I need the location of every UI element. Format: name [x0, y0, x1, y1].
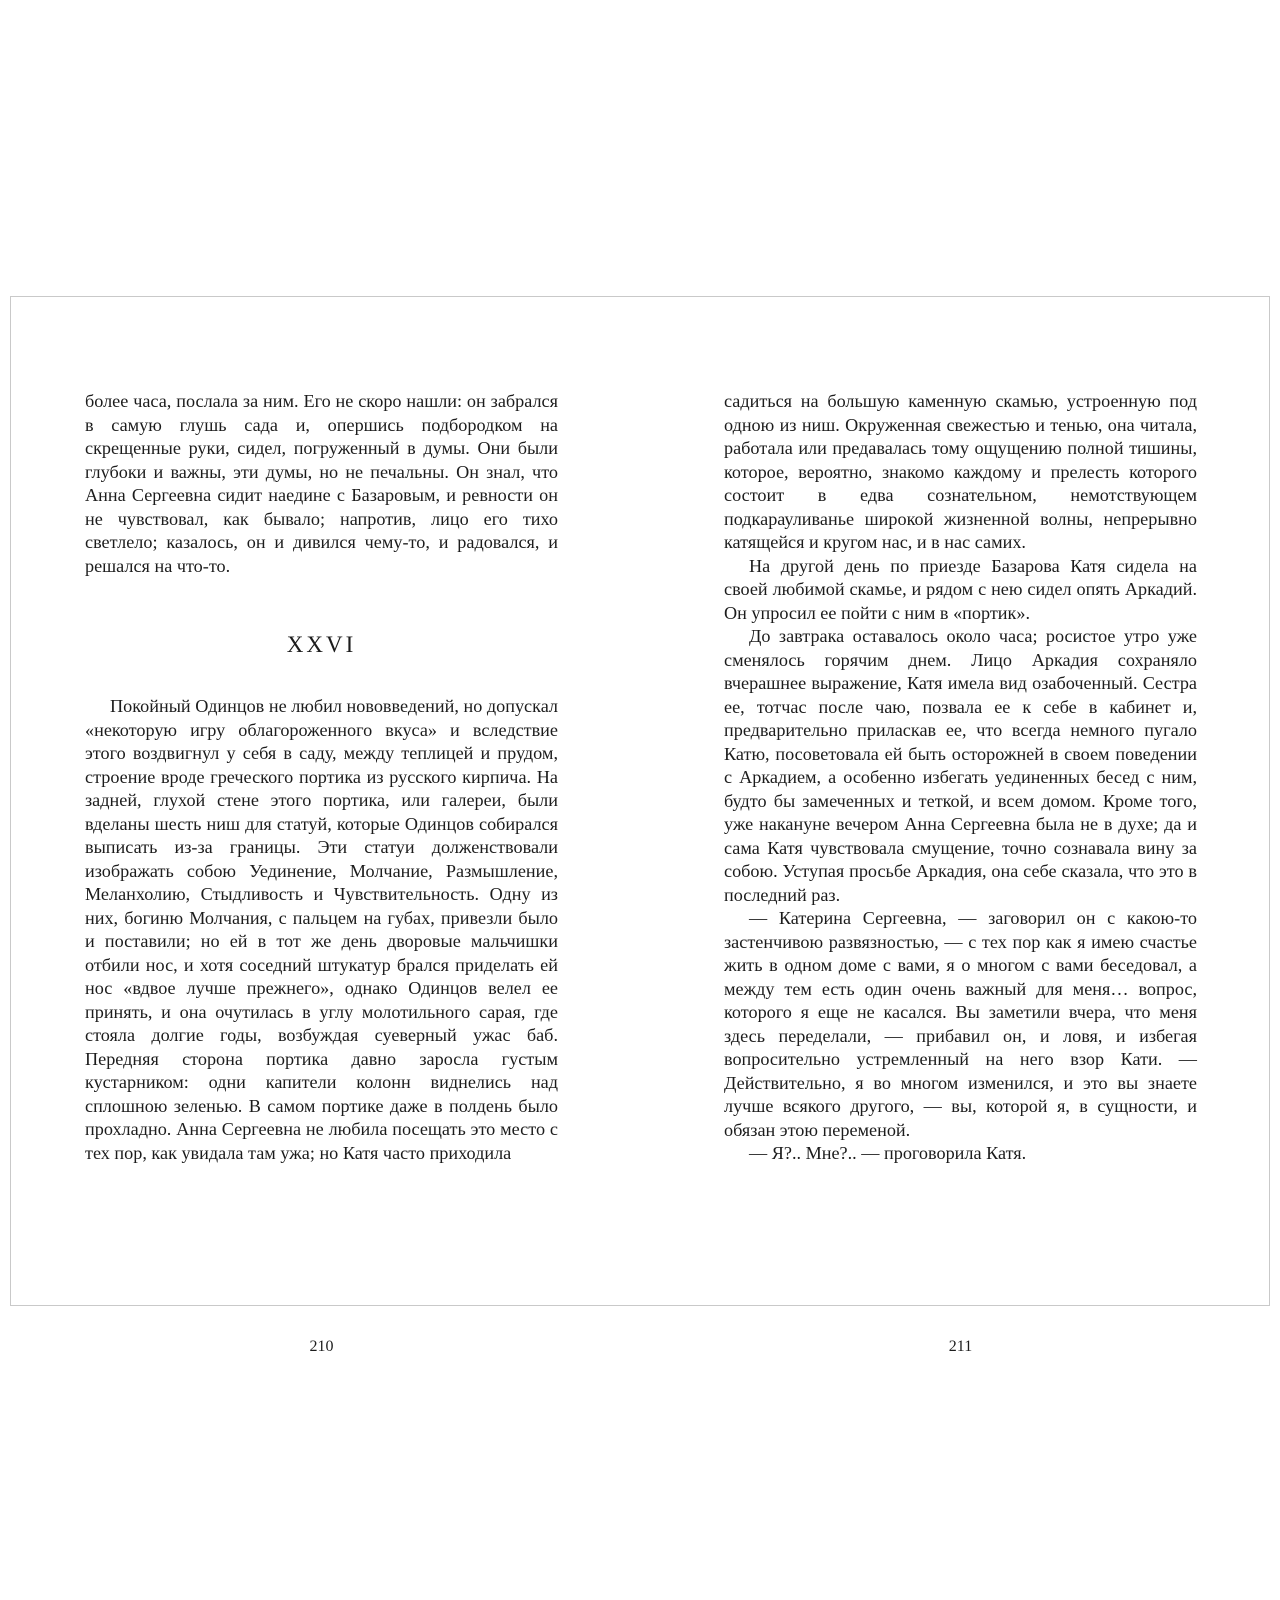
left-page — [85, 390, 558, 1355]
right-page-text — [724, 390, 1197, 1166]
page-number-left: 210 — [309, 1338, 334, 1355]
right-page — [724, 390, 1197, 1355]
book-spread — [10, 296, 1270, 1355]
dialogue-paragraph: — Катерина Сергеевна, — заговорил он с какою-то застенчивою развязностью, — с тех пор как я имею счастье жить в одном доме с вами, я о многом с вами беседовал, а между тем есть один очень важный для меня… вопрос, которого я еще не касался. Вы заметили вчера, что меня здесь переделали, — прибавил он, и ловя, и избегая вопросительно устремленный на него взор Кати. — Действительно, я во многом изменился, и это вы знаете лучше всякого другого, — вы, которой я, в сущности, и обязан этою переменой. — [724, 908, 1197, 1140]
page-number-right: 211 — [948, 1338, 973, 1355]
paragraph: До завтрака оставалось около часа; росистое утро уже сменялось горячим днем. Лицо Аркадия сохраняло вчерашнее выражение, Катя имела вид озабоченный. Сестра ее, тотчас после чаю, позвала ее к себе в кабинет и, предварительно приласкав ее, что всегда немного пугало Катю, посоветовала ей быть осторожней в своем поведении с Аркадием, а особенно избегать уединенных бесед с ним, будто бы замеченных и теткой, и всем домом. Кроме того, уже накануне вечером Анна Сергеевна была не в духе; да и сама Катя чувствовала смущение, точно сознавала вину за собою. Уступая просьбе Аркадия, она себе сказала, что это в последний раз. — [724, 626, 1197, 905]
paragraph: садиться на большую каменную скамью, устроенную под одною из ниш. Окруженная свежестью и тенью, она читала, работала или предавалась тому ощущению полной тишины, которое, вероятно, знакомо каждому и прелесть которого состоит в едва сознательном, немотствующем подкарауливанье широкой жизненной волны, непрерывно катящейся и кругом нас, и в нас самих. — [724, 391, 1197, 552]
chapter-heading: XXVI — [286, 632, 357, 657]
left-page-chapter-text — [85, 695, 558, 1165]
paragraph: На другой день по приезде Базарова Катя сидела на своей любимой скамье, и рядом с нею сидел опять Аркадий. Он упросил ее пойти с ним в «портик». — [724, 555, 1197, 623]
paragraph: Покойный Одинцов не любил нововведений, но допускал «некоторую игру облагороженного вкуса» и вследствие этого воздвигнул у себя в саду, между теплицей и прудом, строение вроде греческого портика из русского кирпича. На задней, глухой стене этого портика, или галереи, были вделаны шесть ниш для статуй, которые Одинцов собирался выписать из-за границы. Эти статуи долженствовали изображать собою Уединение, Молчание, Размышление, Меланхолию, Стыдливость и Чувствительность. Одну из них, богиню Молчания, с пальцем на губах, привезли было и поставили; но ей в тот же день дворовые мальчишки отбили нос, и хотя соседний штукатур брался приделать ей нос «вдвое лучше прежнего», однако Одинцов велел ее принять, и она очутилась в углу молотильного сарая, где стояла долгие годы, возбуждая суеверный ужас баб. Передняя сторона портика давно заросла густым кустарником: одни капители колонн виднелись над сплошною зеленью. В самом портике даже в полдень было прохладно. Анна Сергеевна не любила посещать это место с тех пор, как увидала там ужа; но Катя часто приходила — [85, 696, 558, 1163]
dialogue-paragraph: — Я?.. Мне?.. — проговорила Катя. — [749, 1143, 1027, 1163]
left-page-continuation-text — [85, 390, 558, 578]
paragraph: более часа, послала за ним. Его не скоро нашли: он забрался в самую глушь сада и, опершись подбородком на скрещенные руки, сидел, погруженный в думы. Они были глубоки и важны, эти думы, но не печальны. Он знал, что Анна Сергеевна сидит наедине с Базаровым, и ревности он не чувствовал, как бывало; напротив, лицо его тихо светлело; казалось, он и дивился чему-то, и радовался, и решался на что-то. — [85, 391, 558, 576]
